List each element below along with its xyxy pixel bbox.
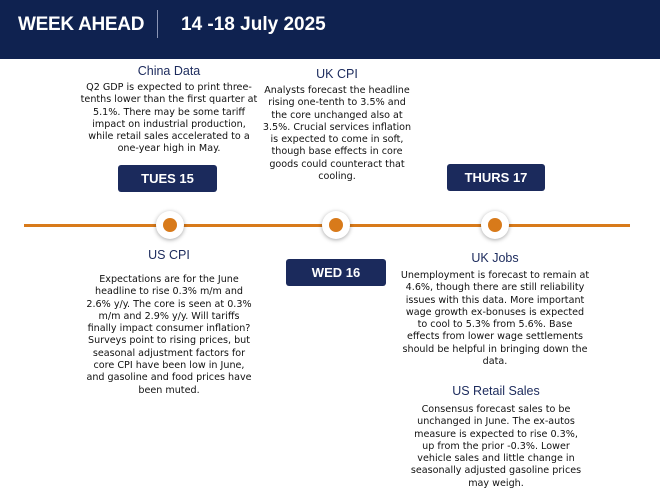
event-body: Expectations are for the June headline to rise 0.3% m/m and 2.6% y/y. The core is seen at 0.3% m/m and 2.9% y/y. Will tariffs finally impact consumer inflation? Surveys point to rising prices, but seasonal adjustment factors for core CPI have been low in June, and gasoline and food prices have been muted. — [86, 274, 252, 396]
header-title: WEEK AHEAD — [18, 14, 145, 35]
timeline-node-thurs — [481, 211, 509, 239]
event-body: Q2 GDP is expected to print three-tenths lower than the first quarter at 5.1%. There may be some tariff impact on industrial production, while retail sales accelerated to a one-year high in May. — [80, 82, 258, 155]
event-us-cpi — [86, 248, 252, 397]
event-title: US CPI — [148, 248, 190, 262]
event-title: UK CPI — [316, 67, 358, 81]
event-china-data — [80, 64, 258, 156]
header-bar — [0, 0, 660, 59]
header-divider — [157, 10, 158, 38]
event-body: Consensus forecast sales to be unchanged in June. The ex-autos measure is expected to rise 0.3%, up from the prior -0.3%. Lower vehicle sales and little change in seasonally adjusted gasoline prices may weigh. — [410, 404, 582, 489]
event-body: Unemployment is forecast to remain at 4.6%, though there are still reliability issues with this data. More important wage growth ex-bonuses is expected to cool to 5.3% from 5.6%. Base effects from lower wage settlements should be helpful in bringing down the data. — [400, 270, 590, 368]
day-label-wed: WED 16 — [286, 259, 386, 286]
timeline-node-tues — [156, 211, 184, 239]
event-title: China Data — [137, 64, 201, 78]
day-label-tues: TUES 15 — [118, 165, 217, 192]
event-uk-cpi — [262, 67, 412, 183]
event-us-retail-sales — [410, 384, 582, 490]
event-title: US Retail Sales — [452, 384, 540, 398]
header-dates: 14 -18 July 2025 — [181, 14, 326, 35]
day-label-thurs: THURS 17 — [447, 164, 545, 191]
event-uk-jobs — [400, 251, 590, 368]
event-body: Analysts forecast the headline rising one-tenth to 3.5% and the core unchanged also at 3.5%. Crucial services inflation is expected to come in soft, though base effects in core goods could counteract that cooling. — [262, 85, 412, 183]
event-title: UK Jobs — [471, 251, 519, 265]
timeline-node-wed — [322, 211, 350, 239]
